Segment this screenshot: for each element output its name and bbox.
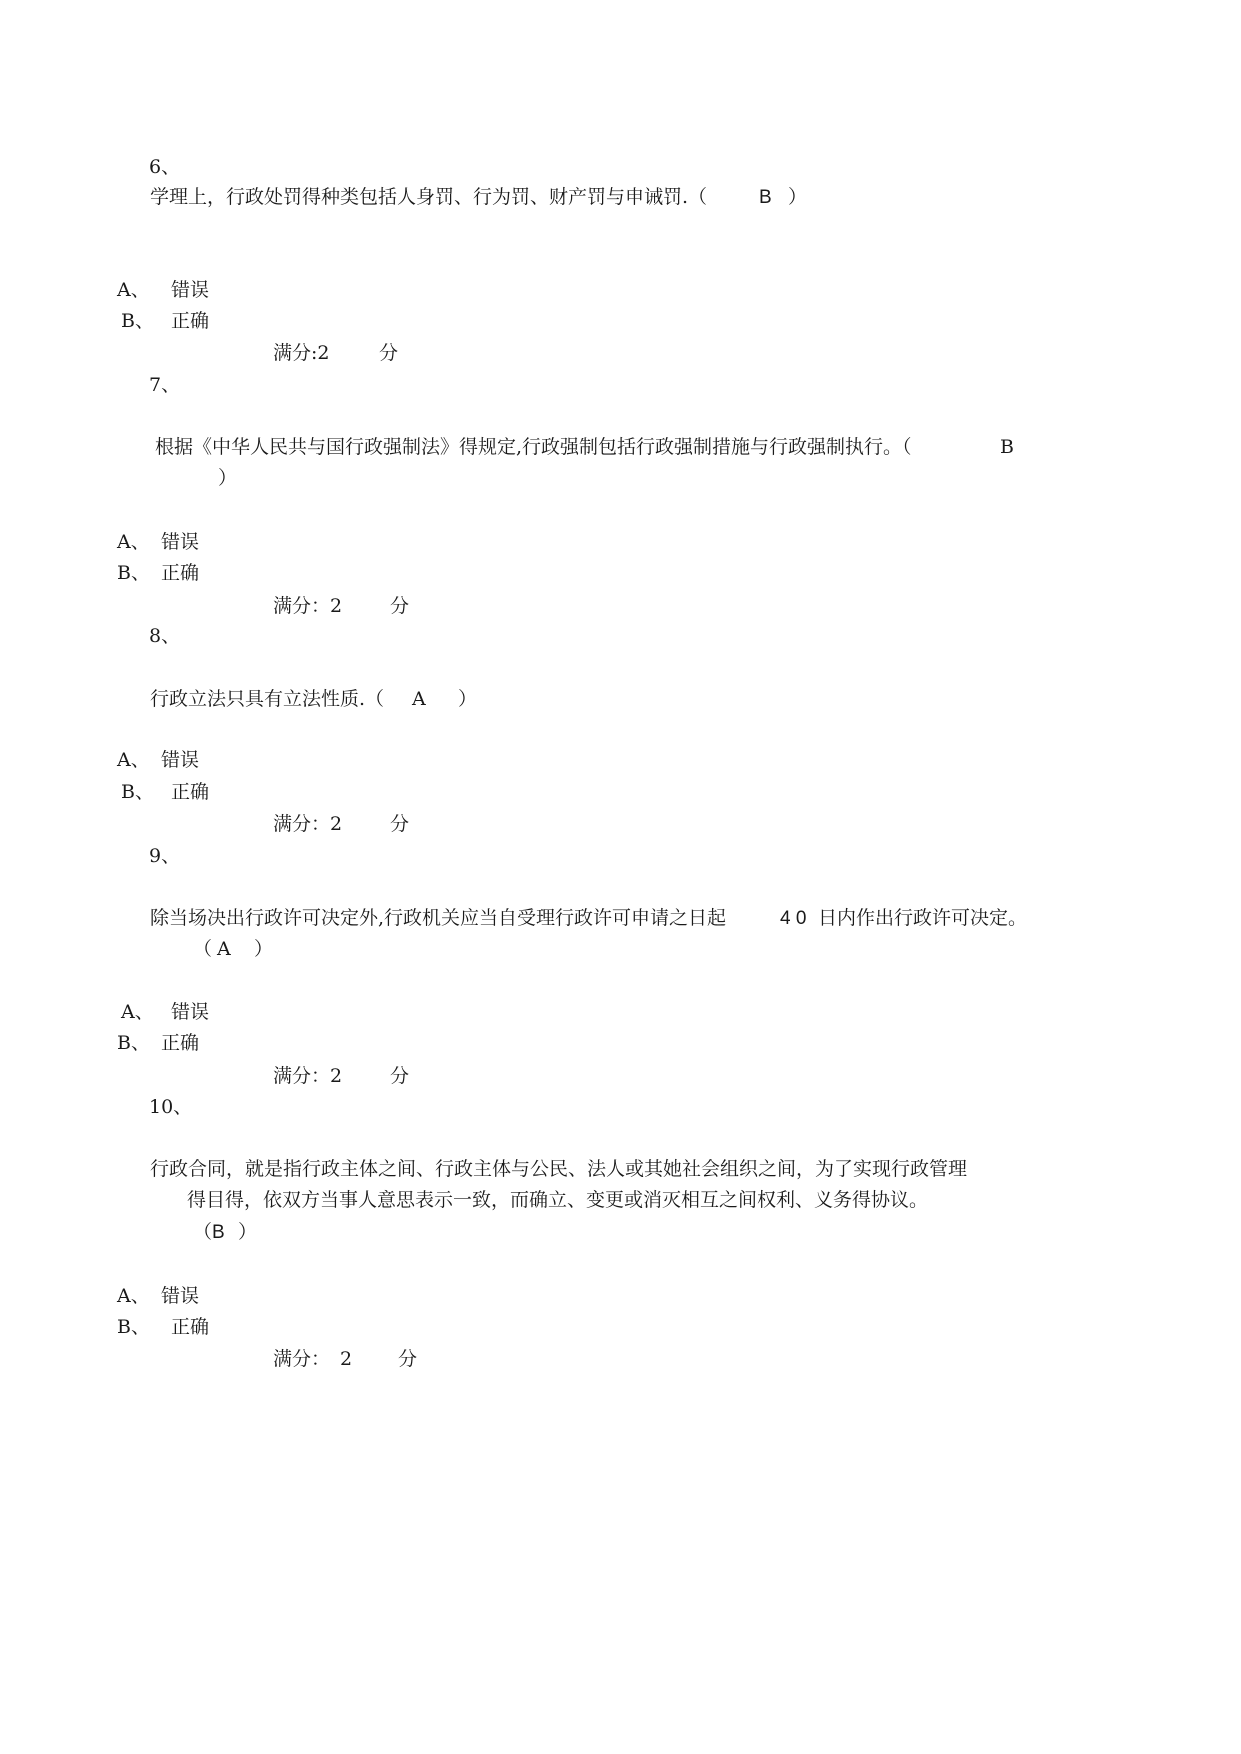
question-number: 9、 xyxy=(149,845,181,867)
question-text: 根据《中华人民共与国行政强制法》得规定,行政强制包括行政强制措施与行政强制执行。（ xyxy=(155,436,912,458)
score-unit: 分 xyxy=(390,813,410,835)
option-a-text: 错误 xyxy=(171,1001,210,1023)
score-label: 满分：2 xyxy=(273,813,343,835)
option-a-letter: A、 xyxy=(117,1285,150,1307)
answer-value: B xyxy=(212,1222,225,1243)
option-b-text: 正确 xyxy=(171,781,210,803)
question-number: 10、 xyxy=(149,1096,193,1118)
question-text-line2: 得目得，依双方当事人意思表示一致，而确立、变更或消灭相互之间权利、义务得协议。 xyxy=(187,1189,929,1211)
option-b-letter: B、 xyxy=(121,310,154,332)
score-unit: 分 xyxy=(398,1348,418,1370)
score-unit: 分 xyxy=(379,342,399,364)
option-b-letter: B、 xyxy=(117,1032,150,1054)
option-a-letter: A、 xyxy=(121,1001,154,1023)
question-text: 行政立法只具有立法性质.（ xyxy=(150,688,385,710)
option-b-text: 正确 xyxy=(171,1316,210,1338)
question-text: 除当场决出行政许可决定外,行政机关应当自受理行政许可申请之日起 xyxy=(150,907,727,929)
option-a-letter: A、 xyxy=(117,279,150,301)
answer-value: A xyxy=(412,688,426,710)
option-b-text: 正确 xyxy=(161,562,200,584)
question-text-end: 日内作出行政许可决定。 xyxy=(818,907,1028,929)
option-a-text: 错误 xyxy=(161,749,200,771)
question-number: 8、 xyxy=(149,625,181,647)
option-b-letter: B、 xyxy=(121,781,154,803)
question-number: 7、 xyxy=(149,374,181,396)
score-label: 满分：2 xyxy=(273,1065,343,1087)
answer-open-paren: （ xyxy=(193,1221,213,1243)
answer-value: B xyxy=(759,187,772,208)
option-a-letter: A、 xyxy=(117,749,150,771)
score-unit: 分 xyxy=(390,595,410,617)
option-a-letter: A、 xyxy=(117,531,150,553)
score-unit: 分 xyxy=(390,1065,410,1087)
option-b-letter: B、 xyxy=(117,1316,150,1338)
score-label: 满分:2 xyxy=(273,342,330,364)
option-a-text: 错误 xyxy=(161,531,200,553)
answer-close-paren: ） xyxy=(254,938,274,960)
score-label: 满分： xyxy=(273,1348,331,1370)
answer-value: B xyxy=(1000,436,1014,458)
option-a-text: 错误 xyxy=(171,279,210,301)
answer-close-paren: ） xyxy=(788,186,808,208)
score-value: 2 xyxy=(340,1348,353,1370)
option-b-text: 正确 xyxy=(171,310,210,332)
option-b-text: 正确 xyxy=(161,1032,200,1054)
question-text-number: 4 0 xyxy=(780,908,807,929)
answer-close-paren: ） xyxy=(458,688,478,710)
option-a-text: 错误 xyxy=(161,1285,200,1307)
question-number: 6、 xyxy=(149,156,181,178)
score-label: 满分：2 xyxy=(273,595,343,617)
question-text: 学理上，行政处罚得种类包括人身罚、行为罚、财产罚与申诫罚.（ xyxy=(150,186,708,208)
answer-close-paren: ） xyxy=(218,467,238,489)
answer-value: A xyxy=(217,938,231,960)
option-b-letter: B、 xyxy=(117,562,150,584)
answer-open-paren: （ xyxy=(193,938,213,960)
question-text: 行政合同，就是指行政主体之间、行政主体与公民、法人或其她社会组织之间，为了实现行政管理 xyxy=(150,1158,968,1180)
answer-close-paren: ） xyxy=(238,1221,258,1243)
